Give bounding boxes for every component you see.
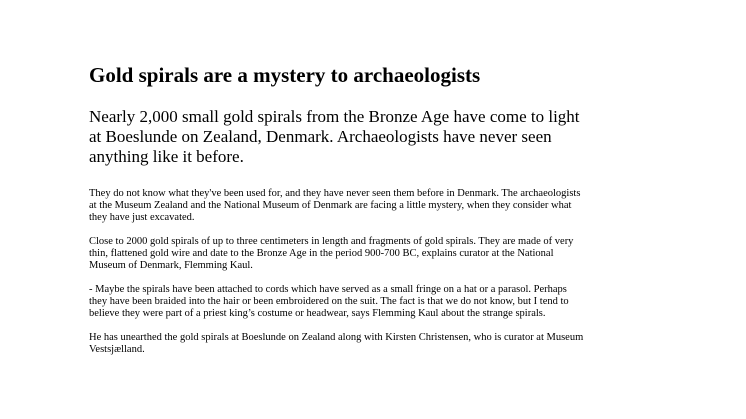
article-title: Gold spirals are a mystery to archaeologists bbox=[89, 63, 481, 87]
article-paragraph-2: Close to 2000 gold spirals of up to three centimeters in length and fragments of gold spirals. They are made of very thin, flattened gold wire and date to the Bronze Age in the period 900-700 BC, explains curator at the National Museum of Denmark, Flemming Kaul. bbox=[89, 236, 574, 271]
article-paragraph-4: He has unearthed the gold spirals at Boeslunde on Zealand along with Kirsten Christensen, who is curator at Museum Vestsjælland. bbox=[89, 332, 584, 355]
article-lead: Nearly 2,000 small gold spirals from the Bronze Age have come to light at Boeslunde on Zealand, Denmark. Archaeologists have never seen anything like it before. bbox=[89, 107, 580, 166]
article-paragraph-3: - Maybe the spirals have been attached to cords which have served as a small fringe on a hat or a parasol. Perhaps they have been braided into the hair or been embroidered on the suit. The fact is that we do not know, but I tend to believe they were part of a priest king’s costume or headwear, says Flemming Kaul about the strange spirals. bbox=[89, 284, 569, 319]
article bbox=[89, 62, 589, 356]
article-paragraph-1: They do not know what they've been used for, and they have never seen them before in Denmark. The archaeologists at the Museum Zealand and the National Museum of Denmark are facing a little mystery, when they consider what they have just excavated. bbox=[89, 188, 581, 223]
